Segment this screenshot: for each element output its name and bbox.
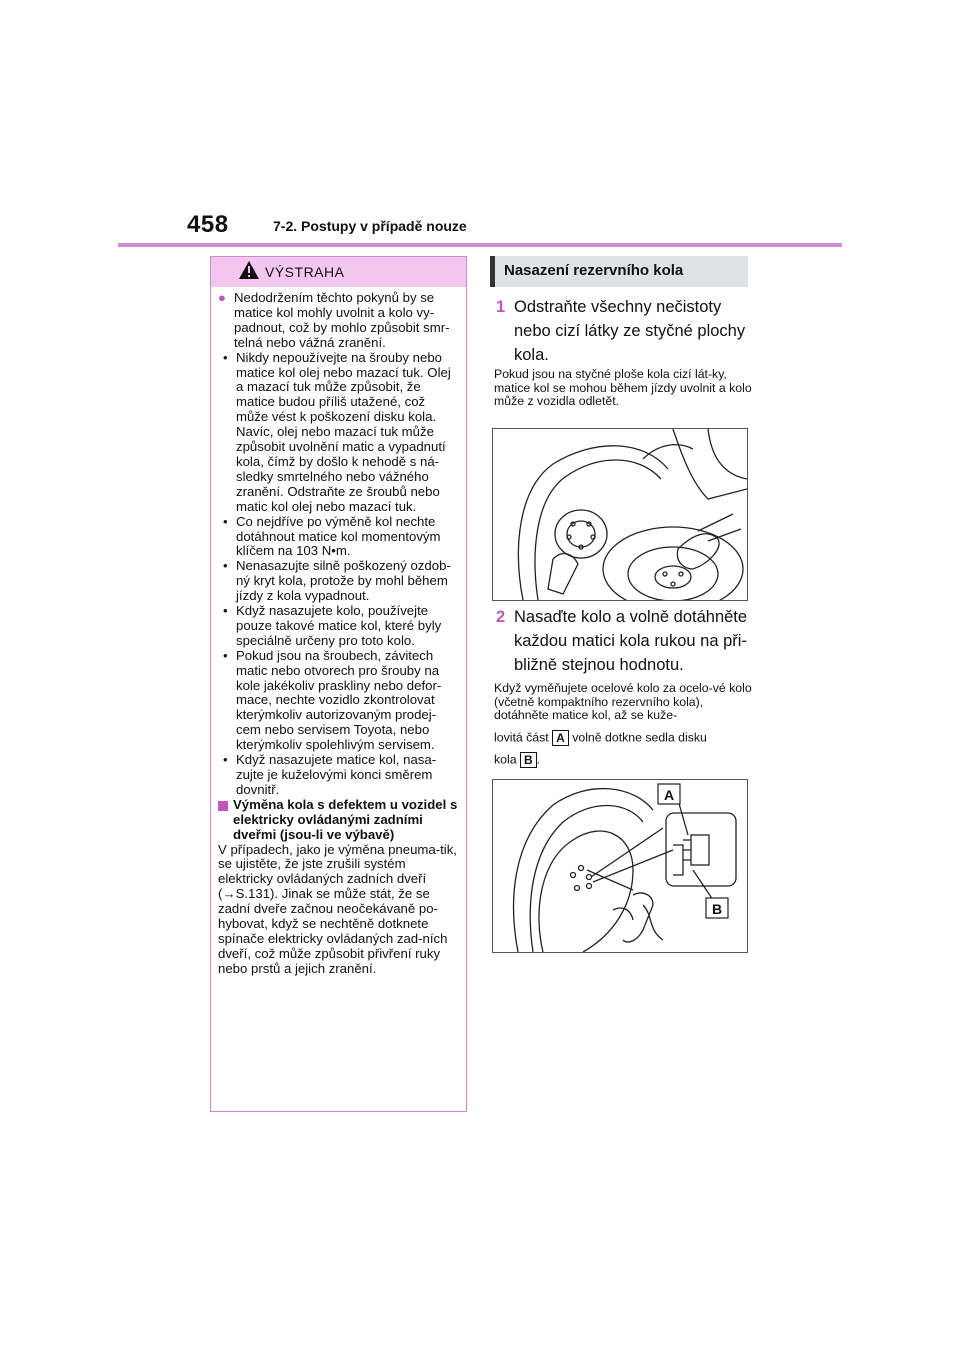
square-bullet-icon <box>218 801 228 811</box>
page-number: 458 <box>187 211 229 238</box>
warning-triangle-icon <box>238 260 260 280</box>
note-text: . <box>536 752 541 767</box>
step-number: 1 <box>496 298 506 316</box>
note-text: volně dotkne sedla disku <box>572 730 707 745</box>
section-heading-text: Nasazení rezervního kola <box>504 262 684 279</box>
bullet-circle-icon: ● <box>218 290 226 305</box>
step-2 <box>496 605 756 677</box>
section-title: 7-2. Postupy v případě nouze <box>273 218 467 234</box>
step-text: Odstraňte všechny nečistoty nebo cizí látky ze styčné plochy kola. <box>514 298 746 364</box>
step-number: 2 <box>496 608 506 626</box>
figure-fit-wheel <box>492 779 748 953</box>
part-b-tag: B <box>520 752 537 768</box>
warning-bullet: • Nenasazujte silně poškozený ozdob-ný kryt kola, protože by mohl během jízdy z kola vypadnout. <box>218 559 459 604</box>
step-2-note-line2 <box>494 730 707 746</box>
warning-lead <box>218 291 459 351</box>
warning-subsection-title <box>218 798 459 843</box>
warning-lead-text: Nedodržením těchto pokynů by se matice kol mohly uvolnit a kolo vy-padnout, což by mohlo způsobit smr-telná nebo vážná zranění. <box>234 290 450 350</box>
figure-label-a: A <box>664 787 675 803</box>
step-2-note-line3 <box>494 752 540 768</box>
warning-bullet: • Když nasazujete kolo, používejte pouze takové matice kol, které byly speciálně určeny pro toto kolo. <box>218 604 459 649</box>
warning-bullet: • Když nasazujete matice kol, nasa-zujte je kuželovými konci směrem dovnitř. <box>218 753 459 798</box>
part-a-tag: A <box>552 730 569 746</box>
note-text: kola <box>494 752 517 767</box>
clean-hub-illustration <box>493 429 747 600</box>
header-rule <box>118 243 842 247</box>
warning-title: VÝSTRAHA <box>265 264 345 280</box>
figure-label-b: B <box>712 901 723 917</box>
warning-box <box>210 256 467 1112</box>
warning-header <box>211 257 466 287</box>
fit-wheel-illustration <box>493 780 747 952</box>
figure-clean-hub <box>492 428 748 601</box>
step-text: Nasaďte kolo a volně dotáhněte každou matici kola rukou na při-bližně stejnou hodnotu. <box>514 608 748 674</box>
warning-body <box>211 287 466 977</box>
step-1-note: Pokud jsou na styčné ploše kola cizí lát-ky, matice kol se mohou během jízdy uvolnit a kolo může z vozidla odletět. <box>494 367 752 409</box>
note-text: lovitá část <box>494 730 549 745</box>
warning-bullet: • Nikdy nepoužívejte na šrouby nebo matice kol olej nebo mazací tuk. Olej a mazací tuk může způsobit, že matice budou příliš utažené, což může vést k poškození disku kola. Navíc, olej nebo mazací tuk může způsobit uvolnění matic a vypadnutí kola, čímž by došlo k nehodě s ná-sledky smrtelného nebo vážného zranění. Odstraňte ze šroubů nebo matic kol olej nebo mazací tuk. <box>218 351 459 515</box>
warning-bullet: • Pokud jsou na šroubech, závitech matic nebo otvorech pro šrouby na kole jakékoliv praskliny nebo defor-mace, nechte vozidlo zkontrolovat kterýmkoliv autorizovaným prodej-cem nebo servisem Toyota, nebo kterýmkoliv spolehlivým servisem. <box>218 649 459 753</box>
step-2-note: Když vyměňujete ocelové kolo za ocelo-vé kolo (včetně kompaktního rezervního kola), dotáhněte matice kol, až se kuže- <box>494 681 752 723</box>
warning-bullet: • Co nejdříve po výměně kol nechte dotáhnout matice kol momentovým klíčem na 103 N•m. <box>218 515 459 560</box>
section-heading <box>490 256 748 287</box>
step-1 <box>496 295 756 367</box>
warning-subsection-title-text: Výměna kola s defektem u vozidel s elektricky ovládanými zadními dveřmi (jsou-li ve výbavě) <box>233 796 458 842</box>
warning-subsection-text: V případech, jako je výměna pneuma-tik, se ujistěte, že jste zrušili systém elektricky ovládaných zadních dveří (→S.131). Jinak se může stát, že se zadní dveře začnou neočekávaně po-hybovat, když se nechtěně dotknete spínače elektricky ovládaných zad-ních dveří, což může způsobit přivření ruky nebo prstů a jejich zranění. <box>218 841 457 976</box>
